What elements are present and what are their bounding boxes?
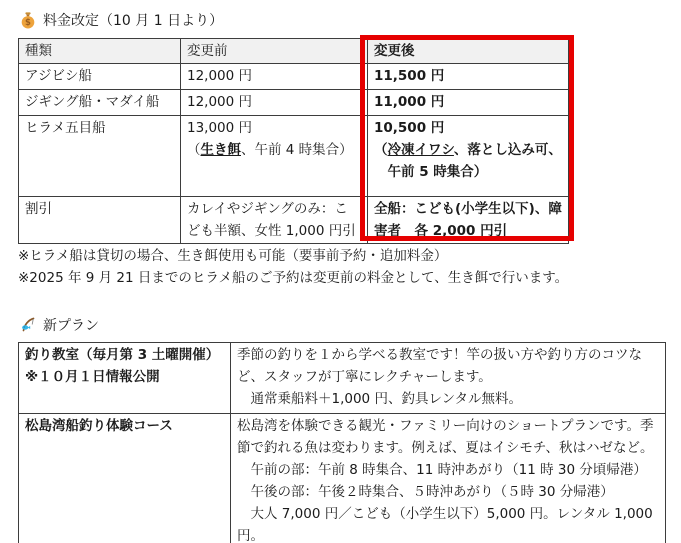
footnote-hirame-charter: ※ヒラメ船は貸切の場合、生き餌使用も可能（要事前予約・追加料金） bbox=[18, 248, 448, 264]
table-row-fishing-class bbox=[19, 343, 666, 414]
hirame-after-time: 午前 5 時集合） bbox=[374, 164, 488, 180]
matsushima-course-name: 松島湾船釣り体験コース bbox=[25, 418, 173, 434]
matsushima-price: 大人 7,000 円／こども（小学生以下）5,000 円。レンタル 1,000 円。 bbox=[237, 506, 653, 543]
new-plan-table bbox=[18, 342, 666, 543]
jigging-before: 12,000 円 bbox=[181, 90, 368, 116]
discount-before: カレイやジギングのみ：こども半額、女性 1,000 円引 bbox=[181, 197, 368, 244]
table-row-matsushima-course bbox=[19, 414, 666, 543]
fare-revision-section-title bbox=[20, 10, 223, 30]
hirame-before-price: 13,000 円 bbox=[187, 120, 253, 136]
fare-table bbox=[18, 38, 569, 244]
svg-text:$: $ bbox=[25, 17, 31, 28]
hirame-before-detail: （生き餌、午前 4 時集合） bbox=[187, 142, 353, 158]
fishing-class-price: 通常乗船料＋1,000 円、釣具レンタル無料。 bbox=[237, 391, 523, 407]
jigging-after: 11,000 円 bbox=[368, 90, 569, 116]
fare-section-title-text: 料金改定（10 月 1 日より） bbox=[43, 13, 224, 29]
ajibishi-before: 12,000 円 bbox=[181, 64, 368, 90]
new-plan-section-title bbox=[20, 315, 99, 335]
fishing-pole-icon bbox=[20, 317, 36, 334]
discount-type: 割引 bbox=[19, 197, 181, 244]
fishing-class-note: ※１０月１日情報公開 bbox=[25, 369, 160, 385]
frozen-sardine-underlined: 冷凍イワシ bbox=[387, 142, 454, 158]
hirame-after bbox=[368, 116, 569, 197]
money-bag-icon bbox=[20, 12, 36, 29]
hirame-type: ヒラメ五目船 bbox=[19, 116, 181, 197]
table-row-discount bbox=[19, 197, 569, 244]
jigging-type: ジギング船・マダイ船 bbox=[19, 90, 181, 116]
fishing-class-detail-cell bbox=[231, 343, 666, 414]
ajibishi-type: アジビシ船 bbox=[19, 64, 181, 90]
matsushima-afternoon-session: 午後の部：午後２時集合、５時沖あがり（５時 30 分帰港） bbox=[237, 484, 614, 500]
fishing-class-name: 釣り教室（毎月第 3 土曜開催） bbox=[25, 347, 220, 363]
live-bait-underlined: 生き餌 bbox=[200, 142, 241, 158]
footnote-reservation-before: ※2025 年 9 月 21 日までのヒラメ船のご予約は変更前の料金として、生き餌で行います。 bbox=[18, 270, 569, 286]
hirame-after-price: 10,500 円 bbox=[374, 120, 445, 136]
discount-after: 全船：こども(小学生以下)、障害者 各 2,000 円引 bbox=[368, 197, 569, 244]
plan-section-title-text: 新プラン bbox=[43, 318, 99, 334]
fare-table-header-row bbox=[19, 39, 569, 64]
matsushima-course-desc: 松島湾を体験できる観光・ファミリー向けのショートプランです。季節で釣れる魚は変わります。例えば、夏はイシモチ、秋はハゼなど。 bbox=[237, 418, 654, 456]
table-row-jigging bbox=[19, 90, 569, 116]
hirame-before bbox=[181, 116, 368, 197]
matsushima-course-detail-cell bbox=[231, 414, 666, 543]
matsushima-course-name-cell bbox=[19, 414, 231, 543]
matsushima-morning-session: 午前の部：午前 8 時集合、11 時沖あがり（11 時 30 分頃帰港） bbox=[237, 462, 647, 478]
table-row-hirame bbox=[19, 116, 569, 197]
fare-header-before: 変更前 bbox=[181, 39, 368, 64]
fishing-class-desc: 季節の釣りを１から学べる教室です！竿の扱い方や釣り方のコツなど、スタッフが丁寧にレクチャーします。 bbox=[237, 347, 642, 385]
fare-header-after: 変更後 bbox=[368, 39, 569, 64]
table-row-ajibishi bbox=[19, 64, 569, 90]
ajibishi-after: 11,500 円 bbox=[368, 64, 569, 90]
fishing-class-name-cell bbox=[19, 343, 231, 414]
hirame-after-detail: （冷凍イワシ、落とし込み可、 bbox=[374, 142, 562, 158]
fare-header-type: 種類 bbox=[19, 39, 181, 64]
